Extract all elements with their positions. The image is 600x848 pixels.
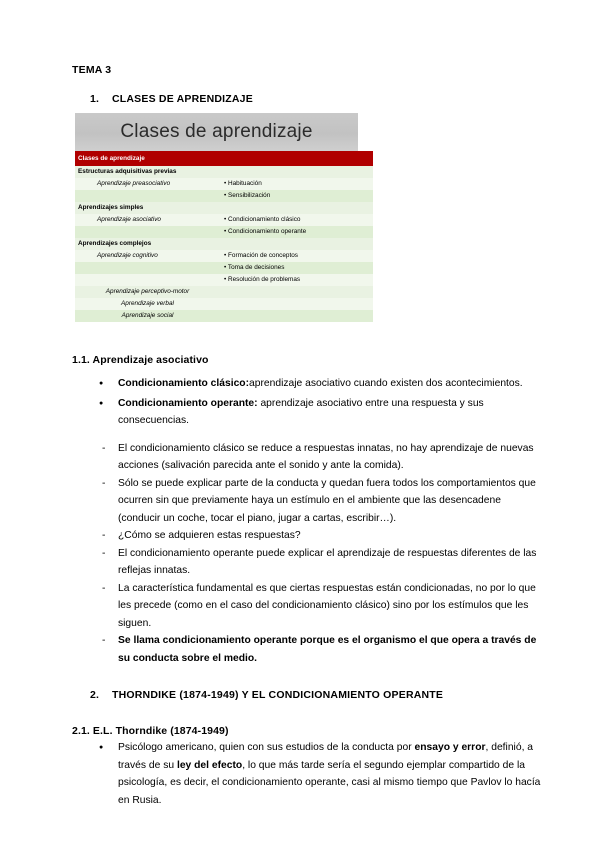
heading-section-1 <box>72 93 542 105</box>
bullet-bold-lead: Condicionamiento operante: <box>118 397 258 409</box>
table-row <box>75 202 373 214</box>
table-row <box>75 214 373 226</box>
table-cell-label: Aprendizaje cognitivo <box>75 250 220 262</box>
table-header-label: Clases de aprendizaje <box>75 151 220 166</box>
table-row <box>75 274 373 286</box>
heading-section-2 <box>72 689 542 701</box>
table-cell-value: • Formación de conceptos <box>220 250 373 262</box>
table-row <box>75 238 373 250</box>
table-header-row <box>75 151 373 166</box>
dash-text: La característica fundamental es que ciertas respuestas están condicionadas, no por lo que les precede (como en el caso del condicionamiento clásico) sino por los estímulos que les siguen. <box>118 582 536 629</box>
figure-spacer <box>72 340 542 354</box>
table-cell-label <box>75 190 220 202</box>
table-cell-value <box>220 310 373 322</box>
section-spacer <box>72 667 542 689</box>
table-row <box>75 298 373 310</box>
table-cell-value <box>220 298 373 310</box>
table-cell-value <box>220 166 373 178</box>
list-item <box>72 440 542 475</box>
list-item <box>72 545 542 580</box>
bullet-text-part1: Psicólogo americano, quien con sus estudios de la conducta por <box>118 742 415 753</box>
bullet-text: aprendizaje asociativo cuando existen dos acontecimientos. <box>249 378 523 389</box>
heading-section-2-label: THORNDIKE (1874-1949) Y EL CONDICIONAMIENTO OPERANTE <box>112 689 444 701</box>
table-cell-label: Aprendizajes complejos <box>75 238 220 250</box>
table-cell-value: • Condicionamiento operante <box>220 226 373 238</box>
dash-text: Sólo se puede explicar parte de la conducta y quedan fuera todos los comportamientos que ocurren sin que previamente haya un estímulo en el ambiente que las desencadene (conducir un coche, tocar el piano, jugar a cartas, escribir…). <box>118 477 536 524</box>
figure-banner <box>75 113 358 151</box>
heading-section-1-1: 1.1. Aprendizaje asociativo <box>72 354 209 366</box>
asociativo-bullet-list <box>72 375 542 430</box>
bullet-text-part2: , definió, a través de su <box>118 742 534 771</box>
table-row <box>75 250 373 262</box>
table-cell-label: Estructuras adquisitivas previas <box>75 166 220 178</box>
table-cell-value <box>220 202 373 214</box>
section-spacer-2 <box>72 709 542 725</box>
heading-section-1-number: 1. <box>90 93 100 105</box>
bullet-bold-ensayo-error: ensayo y error <box>414 742 486 753</box>
list-item <box>72 527 542 545</box>
table-row <box>75 310 373 322</box>
heading-section-2-1: 2.1. E.L. Thorndike (1874-1949) <box>72 725 229 737</box>
table-cell-label <box>75 262 220 274</box>
list-item <box>72 475 542 528</box>
table-cell-label <box>75 274 220 286</box>
table-row <box>75 286 373 298</box>
bullet-bold-lead: Condicionamiento clásico: <box>118 378 250 389</box>
heading-section-2-number: 2. <box>90 689 100 701</box>
table-cell-label: Aprendizaje perceptivo-motor <box>75 286 220 298</box>
table-row <box>75 226 373 238</box>
table-body <box>75 151 373 322</box>
page-title: TEMA 3 <box>72 64 112 76</box>
asociativo-dash-list <box>72 440 542 668</box>
table-cell-label: Aprendizaje verbal <box>75 298 220 310</box>
list-item <box>72 395 542 430</box>
list-item <box>72 375 542 393</box>
table-cell-label: Aprendizajes simples <box>75 202 220 214</box>
table-row <box>75 262 373 274</box>
table-cell-value: • Resolución de problemas <box>220 274 373 286</box>
table-cell-label: Aprendizaje asociativo <box>75 214 220 226</box>
list-item <box>72 739 542 809</box>
table-cell-value: • Habituación <box>220 178 373 190</box>
table-cell-value: • Condicionamiento clásico <box>220 214 373 226</box>
list-item <box>72 580 542 633</box>
figure-banner-title: Clases de aprendizaje <box>120 121 313 142</box>
bullet-text: aprendizaje asociativo entre una respuesta y sus consecuencias. <box>118 397 484 426</box>
clases-de-aprendizaje-table <box>75 151 373 322</box>
table-row <box>75 190 373 202</box>
table-cell-value <box>220 286 373 298</box>
table-cell-label: Aprendizaje social <box>75 310 220 322</box>
table-row <box>75 178 373 190</box>
heading-section-1-label: CLASES DE APRENDIZAJE <box>112 93 253 105</box>
table-cell-label <box>75 226 220 238</box>
dash-text: ¿Cómo se adquieren estas respuestas? <box>118 530 301 541</box>
table-cell-value <box>220 238 373 250</box>
table-header-blank <box>220 151 373 166</box>
table-cell-value: • Sensibilización <box>220 190 373 202</box>
thorndike-bullet-list <box>72 739 542 809</box>
dash-text: El condicionamiento clásico se reduce a respuestas innatas, no hay aprendizaje de nuevas acciones (salivación parecida ante el sonido y ante la comida). <box>118 442 534 471</box>
table-cell-label: Aprendizaje preasociativo <box>75 178 220 190</box>
bullet-text-part3: , lo que más tarde sería el segundo ejemplar compartido de la psicología, es decir, el condicionamiento operante, casi al mismo tiempo que Pavlov lo hacía en Rusia. <box>118 759 541 806</box>
dash-text: El condicionamiento operante puede explicar el aprendizaje de respuestas diferentes de las reflejas innatas. <box>118 547 537 576</box>
bullet-bold-ley-del-efecto: ley del efecto <box>176 759 243 771</box>
table-cell-value: • Toma de decisiones <box>220 262 373 274</box>
dash-text-bold: Se llama condicionamiento operante porque es el organismo el que opera a través de su conducta sobre el medio. <box>118 635 537 664</box>
table-row <box>75 166 373 178</box>
list-item <box>72 632 542 667</box>
